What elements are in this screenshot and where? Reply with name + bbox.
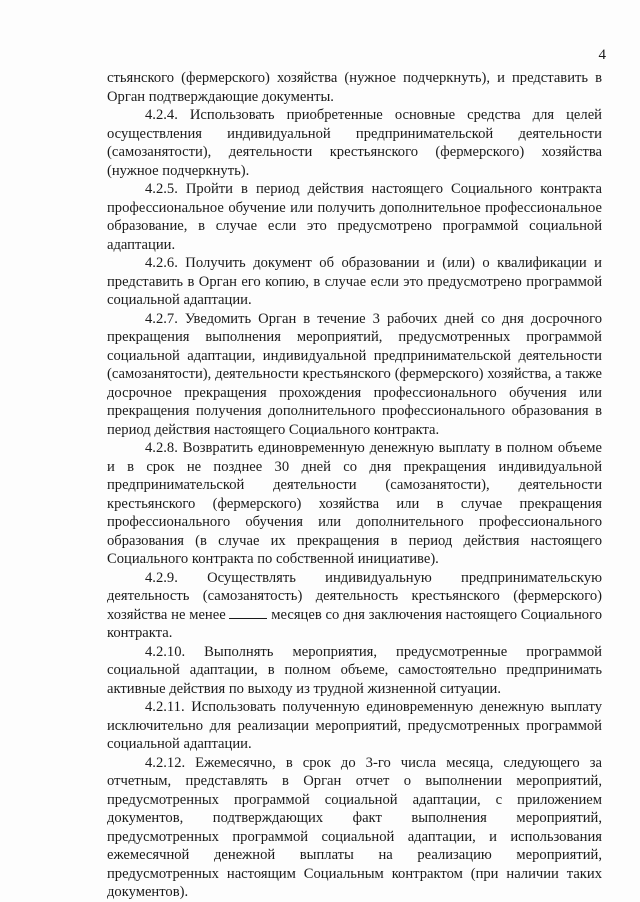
paragraph-4-2-12: 4.2.12. Ежемесячно, в срок до 3-го числа месяца, следующего за отчетным, представлять в Орган отчет о выполнении мероприятий, предусмотренных программой социальной адаптации, с приложением документов, подтверждающих факт выполнения мероприятий, предусмотренных программой социальной адаптации, и использования ежемесячной денежной выплаты на реализацию мероприятий, предусмотренных настоящим Социальным контрактом (при наличии таких документов). — [107, 754, 602, 900]
document-body — [107, 69, 602, 902]
blank-field — [229, 606, 267, 619]
paragraph-4-2-7: 4.2.7. Уведомить Орган в течение 3 рабочих дней со дня досрочного прекращения выполнения мероприятий, предусмотренных программой социальной адаптации, индивидуальной предпринимательской деятельности (самозанятости), деятельности крестьянского (фермерского) хозяйства, а также досрочное прекращения прохождения профессионального обучения или прекращения получения дополнительного профессионального образования в период действия настоящего Социального контракта. — [107, 310, 602, 438]
paragraph-4-2-8: 4.2.8. Возвратить единовременную денежную выплату в полном объеме и в срок не позднее 30 дней со дня прекращения индивидуальной предпринимательской деятельности (самозанятости), деятельности крестьянского (фермерского) хозяйства или в случае прекращения профессионального обучения или дополнительного профессионального образования (в случае их прекращения в период действия настоящего Социального контракта по собственной инициативе). — [107, 440, 602, 567]
page-number: 4 — [598, 47, 606, 63]
paragraph-4-2-5: 4.2.5. Пройти в период действия настоящего Социального контракта профессиональное обучение или получить дополнительное профессиональное образование, в случае если это предусмотрено программой социальной адаптации. — [107, 181, 602, 253]
paragraph-continuation: стьянского (фермерского) хозяйства (нужное подчеркнуть), и представить в Орган подтверждающие документы. — [107, 70, 602, 105]
paragraph-4-2-10: 4.2.10. Выполнять мероприятия, предусмотренные программой социальной адаптации, в полном объеме, самостоятельно предпринимать активные действия по выходу из трудной жизненной ситуации. — [107, 643, 602, 697]
paragraph-4-2-9 — [107, 569, 602, 643]
paragraph-4-2-4: 4.2.4. Использовать приобретенные основные средства для целей осуществления индивидуальной предпринимательской деятельности (самозанятости), деятельности крестьянского (фермерского) хозяйства (нужное подчеркнуть). — [107, 107, 602, 179]
paragraph-4-2-6: 4.2.6. Получить документ об образовании и (или) о квалификации и представить в Орган его копию, в случае если это предусмотрено программой социальной адаптации. — [107, 255, 602, 308]
paragraph-4-2-9-after: месяцев со дня заключения настоящего Социального контракта. — [107, 606, 603, 641]
paragraph-4-2-11: 4.2.11. Использовать полученную единовременную денежную выплату исключительно для реализации мероприятий, предусмотренных программой социальной адаптации. — [107, 699, 602, 752]
paragraph-4-2-9-before: 4.2.9. Осуществлять индивидуальную предпринимательскую деятельность (самозанятость) деятельность крестьянского (фермерского) хозяйства не менее — [107, 569, 602, 623]
